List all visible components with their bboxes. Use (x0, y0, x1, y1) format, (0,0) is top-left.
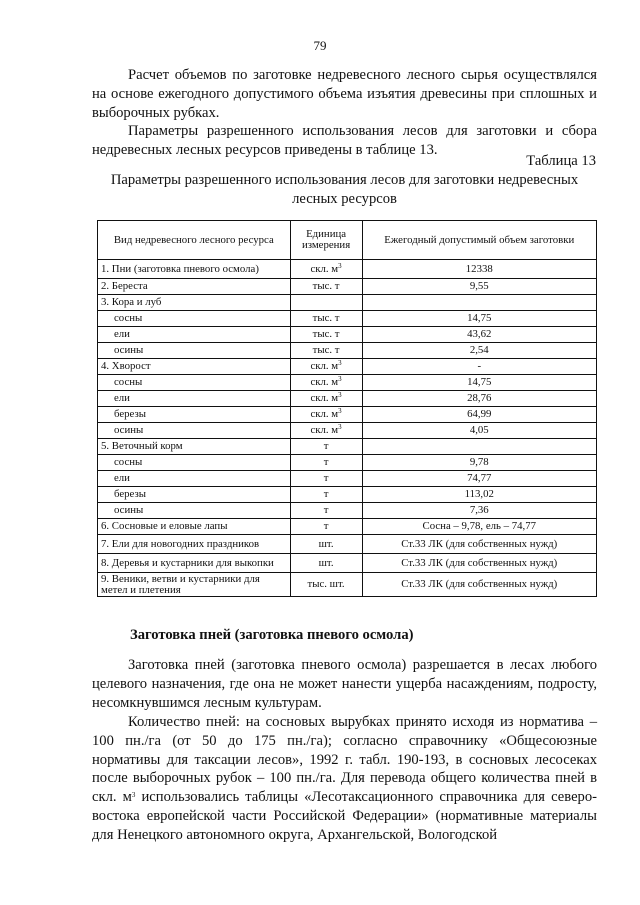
header-annual-volume: Ежегодный допустимый объем заготовки (362, 221, 596, 260)
section-heading: Заготовка пней (заготовка пневого осмола) (130, 627, 414, 643)
cell-unit (290, 423, 362, 439)
cell-volume (362, 487, 596, 503)
cell-resource-text: 2. Береста (101, 280, 148, 292)
cell-unit (290, 535, 362, 554)
cell-resource-text: сосны (114, 456, 143, 468)
unit-superscript: 3 (338, 375, 342, 383)
unit-superscript: 3 (338, 391, 342, 399)
page-number: 79 (313, 38, 327, 53)
cell-volume-text: 74,77 (467, 472, 492, 484)
unit-superscript: 3 (338, 359, 342, 367)
cell-resource-text: березы (114, 408, 146, 420)
table-header-row (98, 221, 597, 260)
cell-unit-text: шт. (318, 556, 334, 569)
paragraph-1: Расчет объемов по заготовке недревесного лесного сырья осуществлялся на основе ежегодного допустимого объема изъятия древесины при сплошных и выборочных рубках. (92, 67, 597, 121)
cell-volume (362, 573, 596, 597)
header-unit: Единица измерения (290, 221, 362, 260)
cell-volume (362, 503, 596, 519)
table-row (98, 375, 597, 391)
cell-resource-text: 5. Веточный корм (101, 440, 183, 452)
paragraph-4 (92, 713, 597, 845)
cell-resource-text: ели (114, 392, 130, 404)
cell-resource (98, 573, 291, 597)
cell-volume-text: Ст.33 ЛК (для собственных нужд) (401, 556, 558, 569)
header-resource-type: Вид недревесного лесного ресурса (98, 221, 291, 260)
unit-superscript: 3 (338, 261, 342, 270)
cell-volume (362, 439, 596, 455)
cell-resource (98, 359, 291, 375)
unit-superscript: 3 (338, 423, 342, 431)
cell-unit (290, 519, 362, 535)
cell-volume-text: 64,99 (467, 408, 492, 420)
table-row (98, 439, 597, 455)
cell-volume-text: 28,76 (467, 392, 492, 404)
table-row (98, 455, 597, 471)
cell-unit (290, 554, 362, 573)
cell-unit-text: тыс. т (312, 280, 340, 292)
cell-resource-text: 6. Сосновые и еловые лапы (101, 520, 228, 532)
cell-unit-text: скл. м (310, 376, 339, 388)
cell-volume-text: Сосна – 9,78, ель – 74,77 (422, 520, 537, 532)
cell-resource (98, 535, 291, 554)
unit-superscript: 3 (338, 407, 342, 415)
cell-unit-text: шт. (318, 537, 334, 550)
cell-unit-text: тыс. т (312, 344, 340, 356)
cell-resource (98, 455, 291, 471)
table-row (98, 327, 597, 343)
table-row (98, 279, 597, 295)
cell-resource (98, 554, 291, 573)
cell-unit-text: т (323, 456, 329, 468)
cell-volume-text: 9,78 (469, 456, 489, 468)
cell-unit (290, 439, 362, 455)
cell-unit-text: скл. м (310, 424, 339, 436)
cell-volume-text: Ст.33 ЛК (для собственных нужд) (401, 578, 558, 590)
cell-resource-text: ели (114, 328, 130, 340)
cell-volume (362, 295, 596, 311)
paragraph-2: Параметры разрешенного использования лесов для заготовки и сбора недревесных лесных ресурсов приведены в таблице 13. (92, 123, 597, 158)
cell-volume-text: 4,05 (469, 424, 489, 436)
cell-volume-text: - (477, 360, 482, 372)
cell-resource-text: 9. Веники, ветви и кустарники для метел и плетения (101, 572, 260, 596)
cell-volume (362, 260, 596, 279)
cell-unit-text: тыс. шт. (307, 578, 345, 590)
cell-volume-text: 14,75 (467, 312, 492, 324)
table-row (98, 573, 597, 597)
cell-unit (290, 260, 362, 279)
table-row (98, 311, 597, 327)
table-row (98, 535, 597, 554)
table-row (98, 471, 597, 487)
cell-unit-text: скл. м (310, 262, 339, 275)
cell-resource (98, 519, 291, 535)
cell-volume-text: 9,55 (469, 280, 489, 292)
paragraph-4-part-1: Количество пней: на сосновых вырубках принято исходя из норматива – 100 пн./га (от 50 до 175 пн./га); согласно справочнику «Общесоюзные нормативы для таксации лесов», 1992 г. табл. 190-193, в сосновых лесосеках после выборочных рубок – 100 пн./га. Для перевода общего количества пней в скл. м (92, 714, 597, 806)
cell-resource-text: 8. Деревья и кустарники для выкопки (101, 556, 274, 569)
cell-volume (362, 359, 596, 375)
cell-volume (362, 519, 596, 535)
superscript: 3 (131, 791, 136, 800)
cell-volume (362, 423, 596, 439)
cell-unit (290, 391, 362, 407)
cell-volume (362, 391, 596, 407)
table-row (98, 260, 597, 279)
cell-resource (98, 279, 291, 295)
cell-volume-text: 43,62 (467, 328, 492, 340)
cell-resource (98, 391, 291, 407)
cell-volume (362, 375, 596, 391)
table-row (98, 503, 597, 519)
cell-unit-text: т (323, 488, 329, 500)
cell-resource (98, 407, 291, 423)
cell-unit (290, 375, 362, 391)
cell-volume-text: 14,75 (467, 376, 492, 388)
cell-resource-text: сосны (114, 376, 143, 388)
cell-resource (98, 503, 291, 519)
cell-volume (362, 455, 596, 471)
cell-resource-text: 1. Пни (заготовка пневого осмола) (101, 262, 259, 275)
cell-volume (362, 471, 596, 487)
cell-volume (362, 311, 596, 327)
cell-resource (98, 423, 291, 439)
cell-unit-text: т (323, 520, 329, 532)
table-row (98, 359, 597, 375)
cell-resource-text: 3. Кора и луб (101, 296, 162, 308)
resource-table (97, 220, 597, 597)
cell-unit (290, 279, 362, 295)
cell-unit (290, 487, 362, 503)
cell-unit (290, 471, 362, 487)
cell-unit (290, 295, 362, 311)
table-row (98, 423, 597, 439)
cell-volume (362, 554, 596, 573)
cell-unit-text: тыс. т (312, 328, 340, 340)
cell-resource-text: березы (114, 488, 146, 500)
cell-unit (290, 343, 362, 359)
cell-volume-text: 7,36 (469, 504, 489, 516)
cell-volume-text: Ст.33 ЛК (для собственных нужд) (401, 537, 558, 550)
cell-unit-text: скл. м (310, 360, 339, 372)
table-row (98, 407, 597, 423)
cell-resource (98, 471, 291, 487)
cell-unit-text: скл. м (310, 392, 339, 404)
paragraph-4-part-2: использовались таблицы «Лесотаксационного справочника для северо-востока европейской части Российской Федерации» (нормативные материалы для Ненецкого автономного округа, Архангельской, Вологодской (92, 789, 598, 843)
cell-unit (290, 311, 362, 327)
table-row (98, 554, 597, 573)
cell-resource-text: осины (114, 504, 144, 516)
cell-unit (290, 573, 362, 597)
cell-unit (290, 327, 362, 343)
cell-resource (98, 439, 291, 455)
cell-volume (362, 343, 596, 359)
cell-unit (290, 503, 362, 519)
cell-resource-text: осины (114, 424, 144, 436)
table-row (98, 519, 597, 535)
cell-resource-text: осины (114, 344, 144, 356)
cell-resource (98, 295, 291, 311)
cell-volume-text: 2,54 (469, 344, 489, 356)
cell-resource (98, 343, 291, 359)
table-row (98, 487, 597, 503)
cell-resource-text: 7. Ели для новогодних праздников (101, 537, 260, 550)
table-label: Таблица 13 (526, 153, 596, 169)
cell-resource (98, 311, 291, 327)
cell-resource (98, 327, 291, 343)
cell-resource (98, 375, 291, 391)
cell-resource-text: ели (114, 472, 130, 484)
cell-unit-text: т (323, 472, 329, 484)
cell-resource (98, 487, 291, 503)
table-row (98, 295, 597, 311)
cell-unit (290, 359, 362, 375)
cell-volume (362, 279, 596, 295)
cell-resource (98, 260, 291, 279)
cell-volume (362, 407, 596, 423)
cell-unit (290, 455, 362, 471)
cell-resource-text: 4. Хворост (101, 360, 151, 372)
cell-unit-text: т (323, 440, 329, 452)
cell-resource-text: сосны (114, 312, 143, 324)
cell-volume (362, 535, 596, 554)
cell-volume (362, 327, 596, 343)
table-row (98, 391, 597, 407)
table-row (98, 343, 597, 359)
table-title: Параметры разрешенного использования лесов для заготовки недревесных лесных ресурсов (110, 172, 579, 207)
cell-unit-text: тыс. т (312, 312, 340, 324)
cell-volume-text: 12338 (465, 262, 493, 275)
cell-unit (290, 407, 362, 423)
cell-unit-text: т (323, 504, 329, 516)
cell-unit-text: скл. м (310, 408, 339, 420)
paragraph-3: Заготовка пней (заготовка пневого осмола) разрешается в лесах любого целевого назначения, где она не может нанести ущерба насаждениям, подросту, несомкнувшимся лесным культурам. (92, 657, 597, 711)
cell-volume-text: 113,02 (464, 488, 494, 500)
